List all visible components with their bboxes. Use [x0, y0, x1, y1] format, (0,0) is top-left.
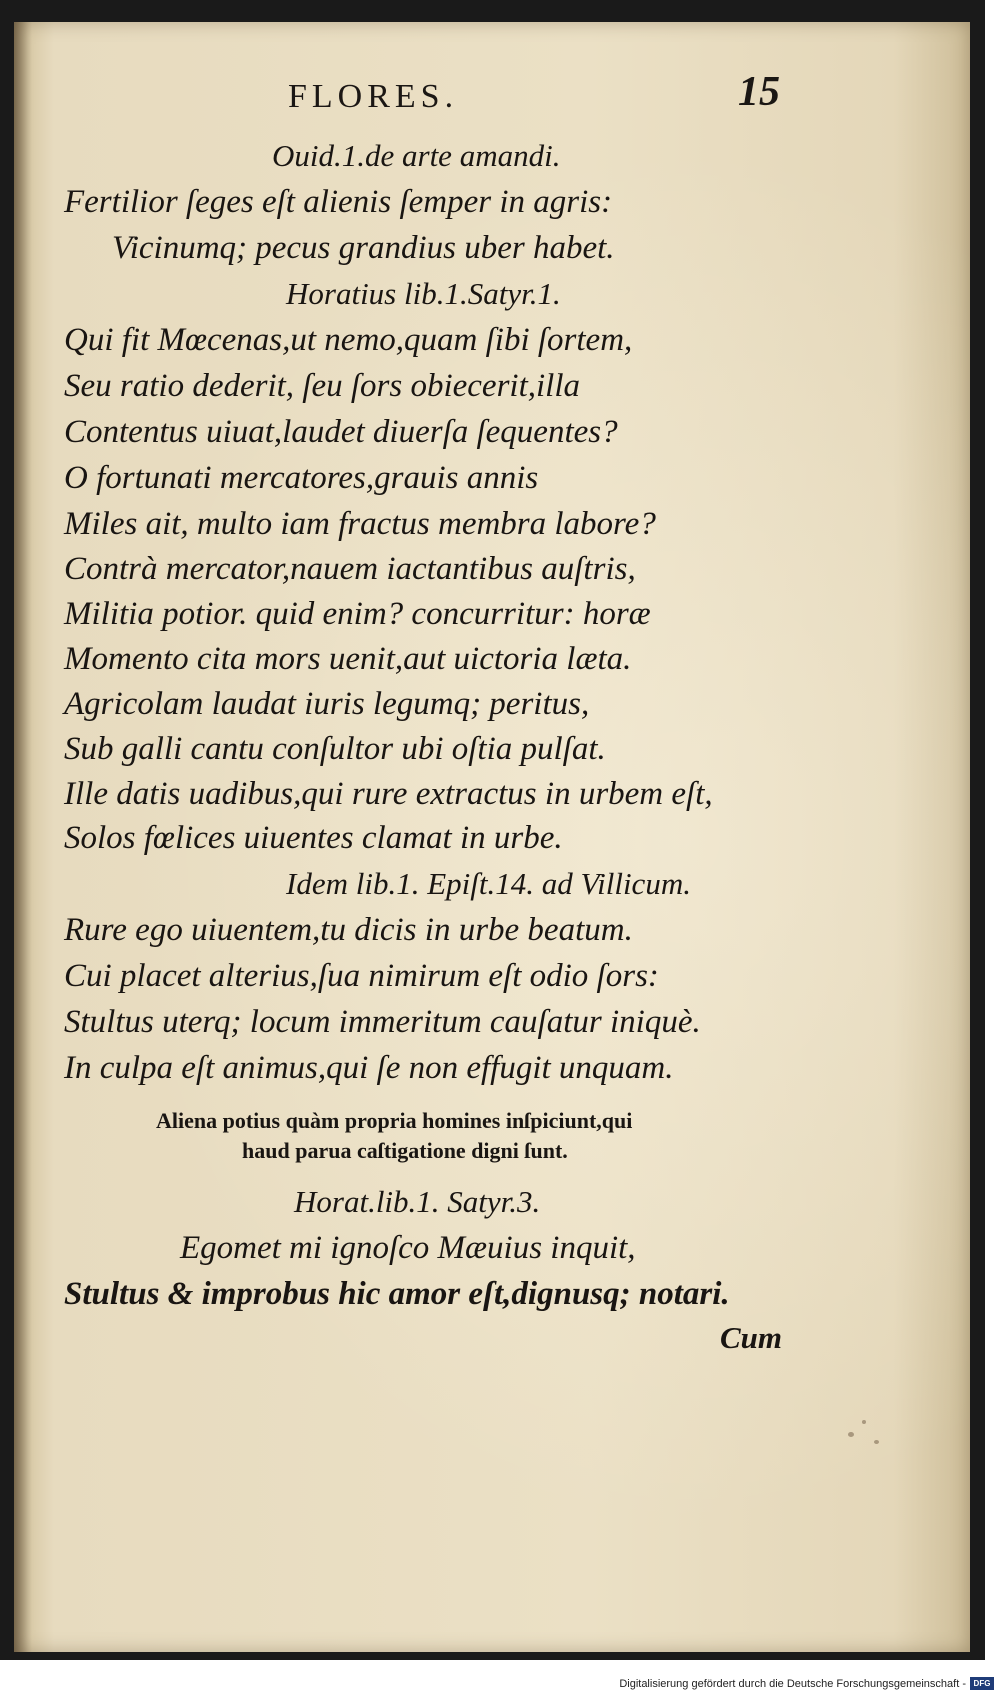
source-heading: Horat.lib.1. Satyr.3. [294, 1184, 541, 1219]
verse-line: Miles ait, multo iam fractus membra labore? [64, 506, 656, 542]
verse-line: In culpa eſt animus,qui ſe non effugit unquam. [64, 1050, 674, 1086]
verse-line: Stultus uterq; locum immeritum cauſatur iniquè. [64, 1004, 701, 1040]
verse-line: Seu ratio dederit, ſeu ſors obiecerit,illa [64, 368, 581, 404]
verse-line: Contrà mercator,nauem iactantibus auſtris, [64, 551, 636, 587]
verse-line: Sub galli cantu conſultor ubi oſtia pulſat. [64, 731, 606, 767]
funding-credit: Digitalisierung gefördert durch die Deutsche Forschungsgemeinschaft - [619, 1678, 966, 1690]
verse-line: O fortunati mercatores,grauis annis [64, 460, 539, 496]
verse-line: Contentus uiuat,laudet diuerſa ſequentes? [64, 414, 618, 450]
dfg-logo: DFG [970, 1677, 994, 1690]
verse-line: Cui placet alterius,ſua nimirum eſt odio ſors: [64, 958, 659, 994]
verse-line: Ille datis uadibus,qui rure extractus in urbem eſt, [64, 776, 713, 812]
verse-line: Vicinumq; pecus grandius uber habet. [112, 230, 615, 266]
paper-speck [848, 1432, 854, 1437]
verse-line: Solos fœlices uiuentes clamat in urbe. [64, 820, 563, 856]
verse-line: Egomet mi ignoſco Mæuius inquit, [180, 1230, 636, 1266]
catchword: Cum [720, 1320, 783, 1355]
running-head: FLORES. [288, 78, 459, 115]
verse-line: Agricolam laudat iuris legumq; peritus, [64, 686, 590, 722]
verse-line: Stultus & improbus hic amor eſt,dignusq; notari. [64, 1276, 730, 1312]
verse-line: Rure ego uiuentem,tu dicis in urbe beatum. [64, 912, 633, 948]
source-heading: Horatius lib.1.Satyr.1. [286, 276, 561, 311]
source-heading: Idem lib.1. Epiſt.14. ad Villicum. [286, 866, 691, 901]
section-heading: Aliena potius quàm propria homines inſpiciunt,qui [156, 1108, 633, 1133]
verse-line: Qui fit Mœcenas,ut nemo,quam ſibi ſortem, [64, 322, 633, 358]
source-heading: Ouid.1.de arte amandi. [272, 138, 561, 173]
paper-speck [874, 1440, 879, 1444]
page-gutter-shadow [14, 22, 32, 1652]
page-number: 15 [738, 69, 780, 115]
verse-line: Momento cita mors uenit,aut uictoria læta. [64, 641, 632, 677]
verse-line: Fertilior ſeges eſt alienis ſemper in agris: [64, 184, 613, 220]
section-heading: haud parua caſtigatione digni ſunt. [242, 1138, 568, 1163]
paper-speck [862, 1420, 866, 1424]
verse-line: Militia potior. quid enim? concurritur: horæ [64, 596, 651, 632]
